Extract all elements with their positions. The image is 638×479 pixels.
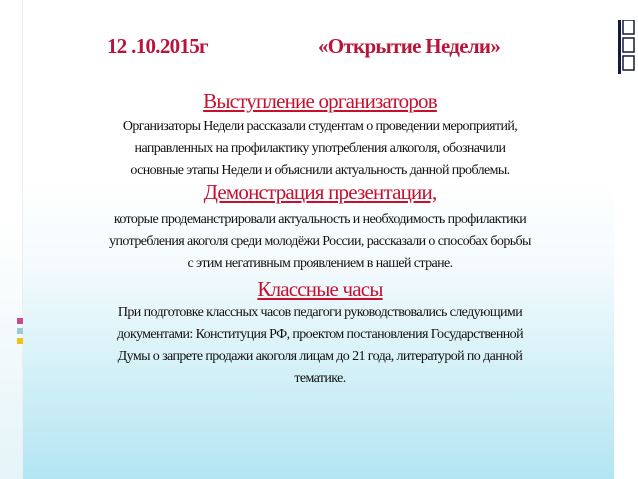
left-decorative-strip [0, 0, 23, 479]
heading-presentation: Демонстрация презентации, [203, 180, 437, 204]
right-decorative-strip [614, 0, 638, 479]
text-line: употребления акоголя среди молодёжи России, рассказали о способах борьбы [109, 234, 531, 249]
text-line: Думы о запрете продажи акоголя лицам до 21 года, литературой по данной [117, 349, 523, 364]
paragraph-class-hours [30, 302, 610, 390]
text-line: документами: Конституция РФ, проектом постановления Государственной [117, 327, 523, 342]
paragraph-presentation [30, 209, 610, 275]
heading-organizers: Выступление организаторов [203, 89, 437, 113]
text-line: основные этапы Недели и объяснили актуальность данной проблемы. [130, 163, 510, 178]
text-line: направленных на профилактику употребления алкоголя, обозначили [134, 141, 506, 156]
text-line: Организаторы Недели рассказали студентам о проведении мероприятий, [122, 119, 518, 134]
title-date: 12 .10.2015г [107, 34, 208, 58]
text-line: При подготовке классных часов педагоги руководствовались следующими [117, 305, 523, 320]
title-subject: «Открытие Недели» [318, 34, 501, 58]
heading-class-hours: Классные часы [257, 277, 383, 301]
marker-teal [17, 328, 23, 334]
text-line: тематике. [294, 371, 346, 386]
paragraph-organizers [30, 116, 610, 182]
text-line: которые продеманстрировали актуальность и необходимость профилактики [113, 212, 527, 227]
slide-title [0, 34, 638, 64]
marker-magenta [17, 318, 23, 324]
text-line: с этим негативным проявлением в нашей стране. [187, 256, 453, 271]
marker-yellow [17, 338, 23, 344]
